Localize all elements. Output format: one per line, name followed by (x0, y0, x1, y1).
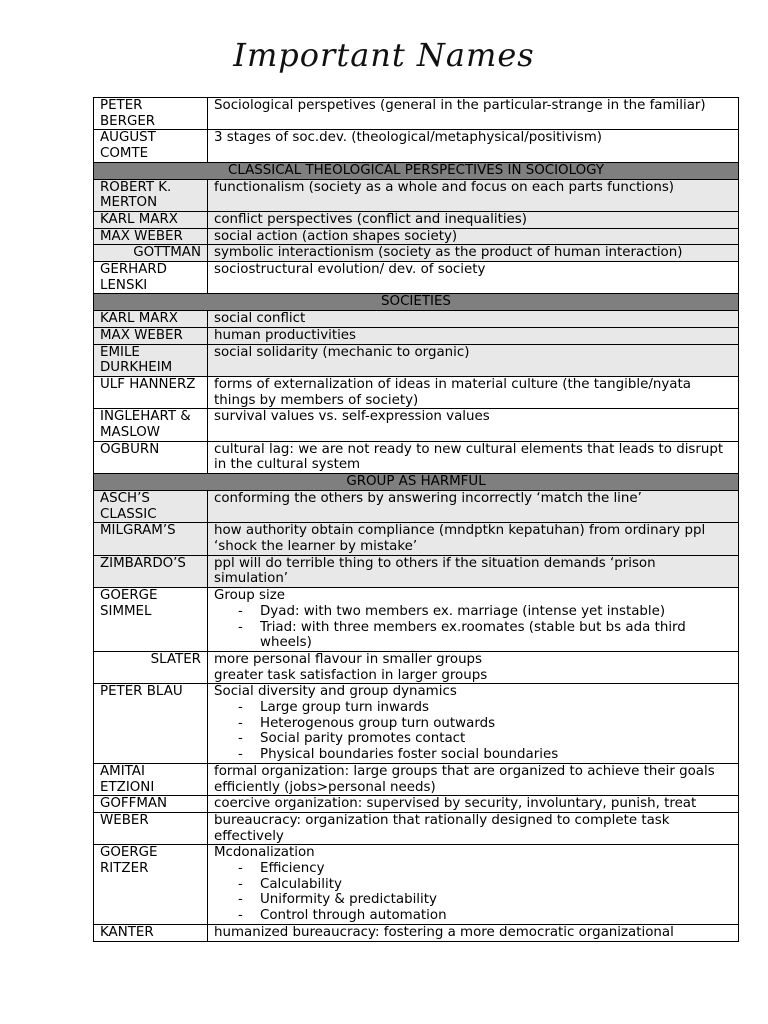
person-name: PETER BERGER (94, 98, 208, 130)
table-row (94, 245, 739, 262)
bullet-item: - Control through automation (234, 908, 732, 924)
description-text: social conflict (214, 311, 306, 327)
person-name: SLATER (94, 651, 208, 683)
bullet-item: - Efficiency (234, 861, 732, 877)
description-text: Mcdonalization (214, 845, 315, 861)
page-title: Important Names (233, 36, 535, 74)
description-cell (208, 812, 739, 844)
description-text: bureaucracy: organization that rationally designed to complete task effectively (214, 812, 670, 844)
person-name: KANTER (94, 924, 208, 941)
table-row (94, 179, 739, 211)
description-text: symbolic interactionism (society as the product of human interaction) (214, 245, 683, 261)
bullet-list (214, 700, 732, 763)
person-name: OGBURN (94, 441, 208, 473)
table-row (94, 555, 739, 587)
table-row (94, 684, 739, 764)
description-text: coercive organization: supervised by security, involuntary, punish, treat (214, 796, 697, 812)
description-cell (208, 311, 739, 328)
description-text: Social diversity and group dynamics (214, 684, 457, 700)
description-cell (208, 409, 739, 441)
section-header: CLASSICAL THEOLOGICAL PERSPECTIVES IN SOCIOLOGY (94, 162, 739, 179)
bullet-item: - Triad: with three members ex.roomates (stable but bs ada third wheels) (234, 620, 732, 651)
table-row (94, 924, 739, 941)
description-cell (208, 555, 739, 587)
description-line: more personal flavour in smaller groups (214, 651, 483, 667)
section-header-row (94, 162, 739, 179)
table-row (94, 228, 739, 245)
description-text: conforming the others by answering incorrectly ‘match the line’ (214, 490, 642, 506)
person-name: ASCH’S CLASSIC (94, 490, 208, 522)
description-cell (208, 490, 739, 522)
description-cell (208, 588, 739, 652)
description-cell (208, 924, 739, 941)
table-row (94, 845, 739, 925)
description-text: humanized bureaucracy: fostering a more democratic organizational (214, 924, 674, 940)
person-name: PETER BLAU (94, 684, 208, 764)
person-name: GOERGE SIMMEL (94, 588, 208, 652)
description-cell (208, 228, 739, 245)
description-cell (208, 376, 739, 408)
table-row (94, 98, 739, 130)
person-name: EMILE DURKHEIM (94, 344, 208, 376)
description-text: 3 stages of soc.dev. (theological/metaphysical/positivism) (214, 130, 602, 146)
description-line: greater task satisfaction in larger groups (214, 667, 488, 683)
description-cell (208, 763, 739, 795)
description-cell (208, 796, 739, 813)
description-cell (208, 179, 739, 211)
table-row (94, 311, 739, 328)
bullet-list (214, 861, 732, 924)
bullet-item: - Heterogenous group turn outwards (234, 716, 732, 732)
person-name: WEBER (94, 812, 208, 844)
description-text: survival values vs. self-expression values (214, 409, 490, 425)
table-row (94, 376, 739, 408)
description-text: Group size (214, 588, 285, 604)
names-table (93, 97, 739, 942)
table-row (94, 651, 739, 683)
description-cell (208, 211, 739, 228)
person-name: ROBERT K. MERTON (94, 179, 208, 211)
section-header: SOCIETIES (94, 294, 739, 311)
description-text: social solidarity (mechanic to organic) (214, 344, 470, 360)
person-name: ZIMBARDO’S (94, 555, 208, 587)
person-name: GERHARD LENSKI (94, 262, 208, 294)
description-cell (208, 344, 739, 376)
table-row (94, 796, 739, 813)
table-row (94, 523, 739, 555)
description-cell (208, 245, 739, 262)
description-text: forms of externalization of ideas in material culture (the tangible/nyata things by members of society) (214, 376, 691, 408)
table-row (94, 490, 739, 522)
description-text: how authority obtain compliance (mndptkn kepatuhan) from ordinary ppl ‘shock the learner by mistake’ (214, 523, 706, 554)
person-name: MAX WEBER (94, 228, 208, 245)
bullet-item: - Social parity promotes contact (234, 731, 732, 747)
table-row (94, 763, 739, 795)
bullet-item: - Calculability (234, 877, 732, 893)
description-text: formal organization: large groups that are organized to achieve their goals efficiently (jobs>personal needs) (214, 763, 715, 795)
bullet-item: - Uniformity & predictability (234, 892, 732, 908)
bullet-item: - Physical boundaries foster social boundaries (234, 747, 732, 763)
table-row (94, 344, 739, 376)
names-table-body (94, 98, 739, 942)
description-text: sociostructural evolution/ dev. of society (214, 262, 486, 278)
description-cell (208, 651, 739, 683)
person-name: INGLEHART & MASLOW (94, 409, 208, 441)
table-row (94, 812, 739, 844)
person-name: ULF HANNERZ (94, 376, 208, 408)
description-cell (208, 130, 739, 162)
description-cell (208, 845, 739, 925)
person-name: GOERGE RITZER (94, 845, 208, 925)
section-header-row (94, 294, 739, 311)
table-row (94, 441, 739, 473)
description-cell (208, 523, 739, 555)
description-text: ppl will do terrible thing to others if the situation demands ‘prison simulation’ (214, 555, 656, 587)
description-cell (208, 684, 739, 764)
table-row (94, 211, 739, 228)
bullet-list (214, 604, 732, 651)
person-name: KARL MARX (94, 211, 208, 228)
description-cell (208, 98, 739, 130)
table-row (94, 327, 739, 344)
description-text: functionalism (society as a whole and focus on each parts functions) (214, 179, 675, 195)
bullet-item: - Dyad: with two members ex. marriage (intense yet instable) (234, 604, 732, 620)
description-cell (208, 262, 739, 294)
person-name: MAX WEBER (94, 327, 208, 344)
table-row (94, 130, 739, 162)
table-row (94, 409, 739, 441)
person-name: GOTTMAN (94, 245, 208, 262)
bullet-item: - Large group turn inwards (234, 700, 732, 716)
description-text: conflict perspectives (conflict and inequalities) (214, 211, 527, 227)
description-text: social action (action shapes society) (214, 228, 458, 244)
description-cell (208, 327, 739, 344)
table-row (94, 262, 739, 294)
table-row (94, 588, 739, 652)
person-name: AMITAI ETZIONI (94, 763, 208, 795)
person-name: KARL MARX (94, 311, 208, 328)
description-text: human productivities (214, 327, 357, 343)
description-cell (208, 441, 739, 473)
description-text: cultural lag: we are not ready to new cultural elements that leads to disrupt in the cultural system (214, 441, 724, 473)
section-header-row (94, 474, 739, 491)
description-text: Sociological perspetives (general in the particular-strange in the familiar) (214, 98, 706, 113)
person-name: MILGRAM’S (94, 523, 208, 555)
person-name: AUGUST COMTE (94, 130, 208, 162)
section-header: GROUP AS HARMFUL (94, 474, 739, 491)
person-name: GOFFMAN (94, 796, 208, 813)
